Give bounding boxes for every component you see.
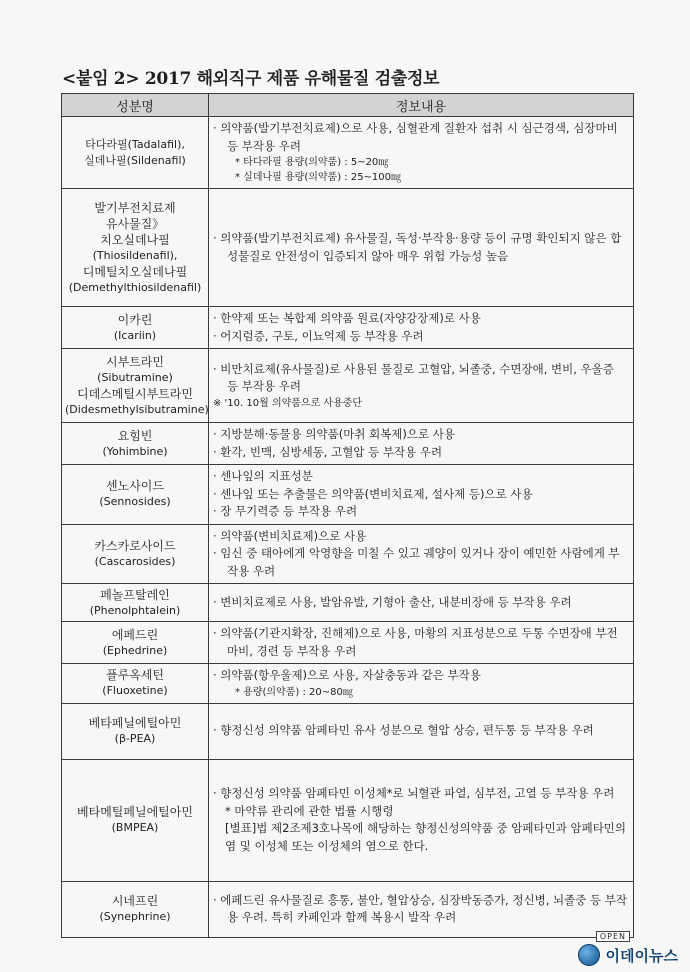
ingredient-name-line: 에페드린	[111, 627, 159, 642]
brand-name: 이데이뉴스	[605, 946, 678, 965]
ingredient-name	[62, 524, 209, 584]
info-bullet: · 향정신성 의약품 암페타민 유사 성분으로 혈압 상승, 편두통 등 부작용 우려	[213, 723, 594, 738]
table-row	[62, 622, 634, 664]
hazard-table	[61, 93, 634, 938]
table-row	[62, 664, 634, 704]
ingredient-name	[62, 584, 209, 622]
info-note: * 타다라필 용량(의약품) : 5~20㎎	[235, 157, 389, 168]
footer-logo	[578, 944, 678, 966]
info-note: * 마약류 관리에 관한 법률 시행령	[225, 803, 394, 818]
table-row	[62, 423, 634, 465]
table-row	[62, 189, 634, 307]
info-bullet: · 어지럼증, 구토, 이뇨억제 등 부작용 우려	[213, 328, 424, 343]
ingredient-name-line: 요힘빈	[117, 428, 153, 443]
info-bullet: · 한약제 또는 복합제 의약품 원료(자양강장제)로 사용	[213, 311, 481, 325]
ingredient-name-line: (Didesmethylsibutramine)	[65, 402, 209, 416]
info-bullet: · 비만치료제(유사물질)로 사용된 물질로 고혈압, 뇌졸중, 수면장애, 변비, 우울증 등 부작용 우려	[213, 361, 614, 393]
ingredient-info	[209, 189, 634, 307]
ingredient-name-line: 센노사이드	[106, 479, 164, 494]
ingredient-info	[209, 423, 634, 465]
ingredient-info	[209, 759, 634, 881]
ingredient-info	[209, 881, 634, 937]
ingredient-name-line: 시부트라민	[106, 354, 164, 369]
ingredient-info	[209, 664, 634, 704]
ingredient-name-line: (β-PEA)	[114, 732, 156, 745]
table-row	[62, 117, 634, 189]
info-bullet: · 변비치료제로 사용, 발암유발, 기형아 출산, 내분비장애 등 부작용 우려	[213, 594, 572, 609]
ingredient-name-line: (Sibutramine)	[97, 370, 173, 384]
ingredient-info	[209, 524, 634, 584]
info-bullet: · 지방분해·동물용 의약품(마취 회복제)으로 사용	[213, 427, 455, 441]
info-bullet: · 임신 중 태아에게 악영향을 미칠 수 있고 궤양이 있거나 장이 예민한 사람에게 부작용 우려	[213, 546, 620, 578]
ingredient-name-line: (Phenolphtalein)	[89, 603, 181, 617]
ingredient-name-line: 타다라필(Tadalafil),	[85, 137, 185, 151]
ingredient-name-line: (Demethylthiosildenafil)	[68, 280, 202, 294]
ingredient-info	[209, 584, 634, 622]
info-bullet: · 장 무기력증 등 부작용 우려	[213, 504, 358, 518]
ingredient-name-line: 디메틸치오실데나필	[82, 264, 188, 279]
ingredient-name-line: (Fluoxetine)	[102, 684, 168, 698]
ingredient-name	[62, 423, 209, 465]
ingredient-name	[62, 881, 209, 937]
info-bullet: · 의약품(변비치료제)으로 사용	[213, 528, 367, 543]
open-badge: OPEN	[596, 931, 630, 942]
info-note: * 실데나필 용량(의약품) : 25~100㎎	[235, 172, 402, 183]
ingredient-info	[209, 465, 634, 525]
info-bullet: · 의약품(기관지확장, 진해제)으로 사용, 마황의 지표성분으로 두통 수면장애 부전마비, 경련 등 부작용 우려	[213, 626, 618, 658]
table-row	[62, 881, 634, 937]
header-info: 정보내용	[209, 94, 634, 117]
ingredient-name	[62, 465, 209, 525]
ingredient-name	[62, 117, 209, 189]
header-name: 성분명	[62, 94, 209, 117]
ingredient-name	[62, 703, 209, 759]
ingredient-name-line: 베타메틸페닐에틸아민	[77, 805, 193, 819]
ingredient-name-line: 이카린	[117, 312, 153, 327]
table-row	[62, 465, 634, 525]
table-row	[62, 759, 634, 881]
info-note: [별표]법 제2조제3호나목에 해당하는 향정신성의약품 중 암페타민과 암페타민의 염 및 이성체 또는 이성체의 염으로 한다.	[225, 821, 627, 853]
ingredient-info	[209, 307, 634, 349]
info-bullet: · 센나잎의 지표성분	[213, 469, 313, 483]
ingredient-name-line: 카스카로사이드	[94, 538, 176, 553]
ingredient-name-line: (Ephedrine)	[102, 643, 168, 657]
ingredient-name-line: (Icariin)	[113, 328, 157, 342]
ingredient-name-line: (Sennosides)	[99, 495, 171, 509]
globe-icon	[578, 944, 600, 966]
ingredient-name	[62, 759, 209, 881]
info-bullet: · 향정신성 의약품 암페타민 이성체*로 뇌혈관 파열, 심부전, 고열 등 부작용 우려	[213, 786, 615, 800]
ingredient-name-line: (Thiosildenafil),	[92, 248, 178, 262]
info-bullet: · 에페드린 유사물질로 흥통, 불안, 혈압상승, 심장박동증가, 정신병, 뇌졸중 등 부작용 우려. 특히 카페인과 함께 복용시 발작 우려	[213, 892, 627, 924]
ingredient-name-line: 플루옥세틴	[106, 668, 164, 683]
ingredient-name-line: 발기부전치료제	[94, 200, 176, 215]
ingredient-name-line: 베타페닐에틸아민	[88, 716, 182, 730]
info-bullet: · 환각, 빈맥, 심방세동, 고혈압 등 부작용 우려	[213, 444, 443, 459]
ingredient-name	[62, 189, 209, 307]
ingredient-name-line: 유사물질》	[105, 216, 165, 231]
info-bullet: · 의약품(발기부전치료제) 유사물질, 독성·부작용·용량 등이 규명 확인되지 않은 합성물질로 안전성이 입증되지 않아 매우 위험 가능성 높음	[213, 231, 622, 263]
ingredient-name	[62, 664, 209, 704]
ingredient-info	[209, 622, 634, 664]
ingredient-name-line: (Synephrine)	[99, 910, 171, 923]
ingredient-name-line: (Cascarosides)	[94, 554, 176, 568]
ingredient-name-line: (Yohimbine)	[102, 444, 168, 458]
ingredient-name	[62, 349, 209, 423]
table-row	[62, 307, 634, 349]
table-row	[62, 349, 634, 423]
ingredient-info	[209, 117, 634, 189]
info-note: * 용량(의약품) : 20~80㎎	[235, 686, 353, 698]
ingredient-name-line: 시네프린	[111, 894, 159, 908]
info-bullet: · 의약품(항우울제)으로 사용, 자살충동과 같은 부작용	[213, 668, 481, 682]
table-row	[62, 524, 634, 584]
info-bullet: · 센나잎 또는 추출물은 의약품(변비치료제, 설사제 등)으로 사용	[213, 486, 533, 501]
table-row	[62, 703, 634, 759]
ingredient-name	[62, 622, 209, 664]
ingredient-name-line: (BMPEA)	[111, 821, 159, 834]
ingredient-name	[62, 307, 209, 349]
ingredient-info	[209, 703, 634, 759]
ingredient-name-line: 디데스메틸시부트라민	[77, 386, 193, 401]
ingredient-info	[209, 349, 634, 423]
table-row	[62, 584, 634, 622]
info-note: ※ '10. 10월 의약품으로 사용중단	[213, 397, 363, 409]
ingredient-name-line: 치오실데나필	[100, 232, 170, 247]
ingredient-name-line: 페놀프탈레인	[100, 587, 170, 602]
page-title: <붙임 2> 2017 해외직구 제품 유해물질 검출정보	[62, 69, 440, 89]
ingredient-name-line: 실데나필(Sildenafil)	[84, 153, 186, 167]
info-bullet: · 의약품(발기부전치료제)으로 사용, 심혈관계 질환자 섭취 시 심근경색, 심장마비 등 부작용 우려	[213, 121, 618, 153]
